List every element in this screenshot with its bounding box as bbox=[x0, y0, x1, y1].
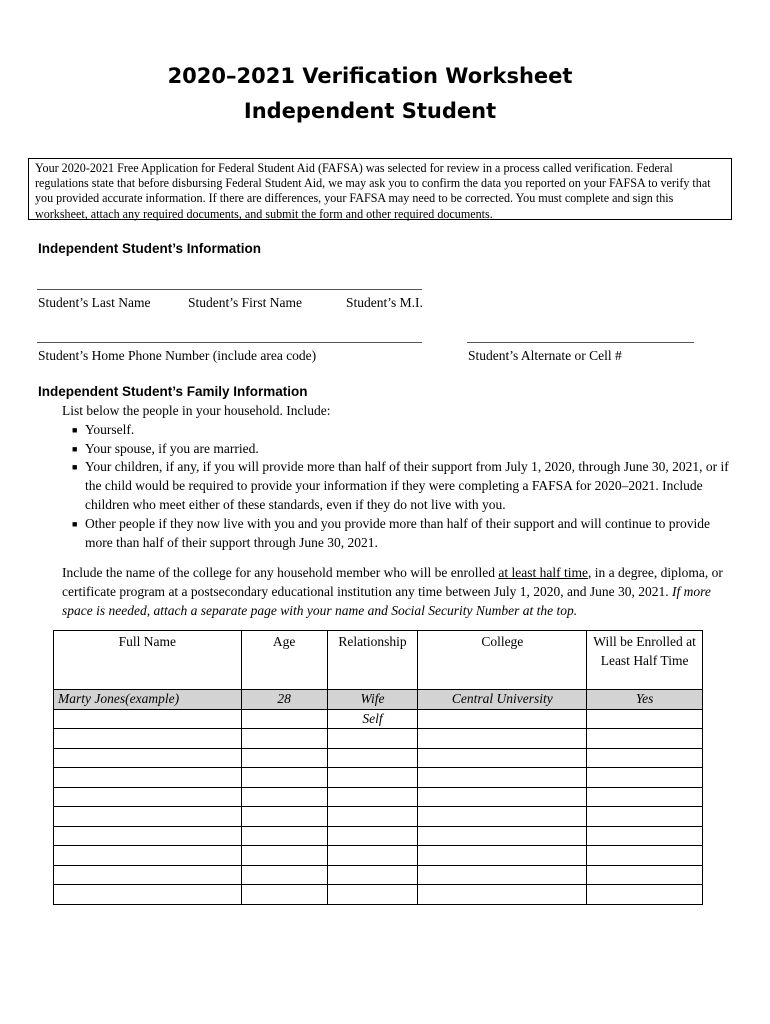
table-row[interactable] bbox=[54, 885, 703, 905]
household-table bbox=[53, 630, 703, 905]
household-list-lead: List below the people in your household. Include: bbox=[62, 403, 331, 418]
page-title: 2020–2021 Verification Worksheet bbox=[167, 64, 573, 88]
col-full-name: Full Name bbox=[54, 631, 242, 690]
page-subtitle: Independent Student bbox=[243, 99, 497, 123]
mi-label: Student’s M.I. bbox=[346, 295, 423, 310]
table-row[interactable] bbox=[54, 768, 703, 788]
alt-phone-label: Student’s Alternate or Cell # bbox=[468, 348, 622, 363]
table-row[interactable] bbox=[54, 709, 703, 729]
list-item: ■ Yourself. bbox=[62, 421, 738, 440]
family-info-heading: Independent Student’s Family Information bbox=[38, 384, 308, 399]
table-cell[interactable] bbox=[587, 709, 703, 729]
intro-box: Your 2020-2021 Free Application for Federal Student Aid (FAFSA) was selected for review in a process called verification. Federal regulations state that before disbursing Federal Student Aid, we may ask you to confirm the data you reported on your FAFSA to verify that you provided accurate information. If there are differences, your FAFSA may need to be corrected. You must complete and sign this worksheet, attach any required documents, and submit the form and other required documents. bbox=[28, 158, 732, 220]
bullet-icon: ■ bbox=[72, 518, 78, 529]
table-header-row bbox=[54, 631, 703, 690]
col-enrolled: Will be Enrolled at Least Half Time bbox=[587, 631, 703, 690]
bullet-icon: ■ bbox=[72, 424, 78, 435]
list-item: ■ Other people if they now live with you and you provide more than half of their support and will continue to provide more than half of their support through June 30, 2021. bbox=[72, 515, 710, 550]
col-relationship: Relationship bbox=[327, 631, 418, 690]
table-row[interactable] bbox=[54, 807, 703, 827]
table-row[interactable] bbox=[54, 826, 703, 846]
table-cell[interactable] bbox=[418, 709, 587, 729]
last-name-label: Student’s Last Name bbox=[38, 295, 151, 310]
col-college: College bbox=[418, 631, 587, 690]
table-row[interactable] bbox=[54, 748, 703, 768]
table-row-example: Marty Jones(example) 28 Wife Central University Yes bbox=[54, 690, 703, 710]
table-cell[interactable] bbox=[241, 709, 327, 729]
bullet-icon: ■ bbox=[72, 443, 78, 454]
enrollment-instruction: Include the name of the college for any household member who will be enrolled at least half time, in a degree, diploma, or certificate program at a postsecondary educational institution any time between July 1, 2020, and June 30, 2021. If more space is needed, attach a separate page with your name and Social Security Number at the top. bbox=[62, 565, 723, 618]
table-row[interactable] bbox=[54, 846, 703, 866]
list-item: ■ Your spouse, if you are married. bbox=[62, 440, 738, 459]
table-cell: Self bbox=[327, 709, 418, 729]
student-info-heading: Independent Student’s Information bbox=[38, 241, 261, 256]
alt-phone-line[interactable] bbox=[467, 342, 694, 343]
table-row[interactable] bbox=[54, 729, 703, 749]
table-cell[interactable] bbox=[54, 709, 242, 729]
table-row[interactable] bbox=[54, 865, 703, 885]
table-row[interactable] bbox=[54, 787, 703, 807]
home-phone-label: Student’s Home Phone Number (include area code) bbox=[38, 348, 317, 363]
student-name-line[interactable] bbox=[37, 289, 422, 290]
bullet-icon: ■ bbox=[72, 462, 78, 473]
list-item: ■ Your children, if any, if you will provide more than half of their support from July 1, 2020, through June 30, 2021, or if the child would be required to provide your information if they were completing a FAFSA for 2020–2021. Include children who meet either of these standards, even if they do not live with you. bbox=[72, 459, 729, 512]
household-list bbox=[62, 402, 738, 552]
home-phone-line[interactable] bbox=[37, 342, 422, 343]
first-name-label: Student’s First Name bbox=[188, 295, 302, 310]
col-age: Age bbox=[241, 631, 327, 690]
